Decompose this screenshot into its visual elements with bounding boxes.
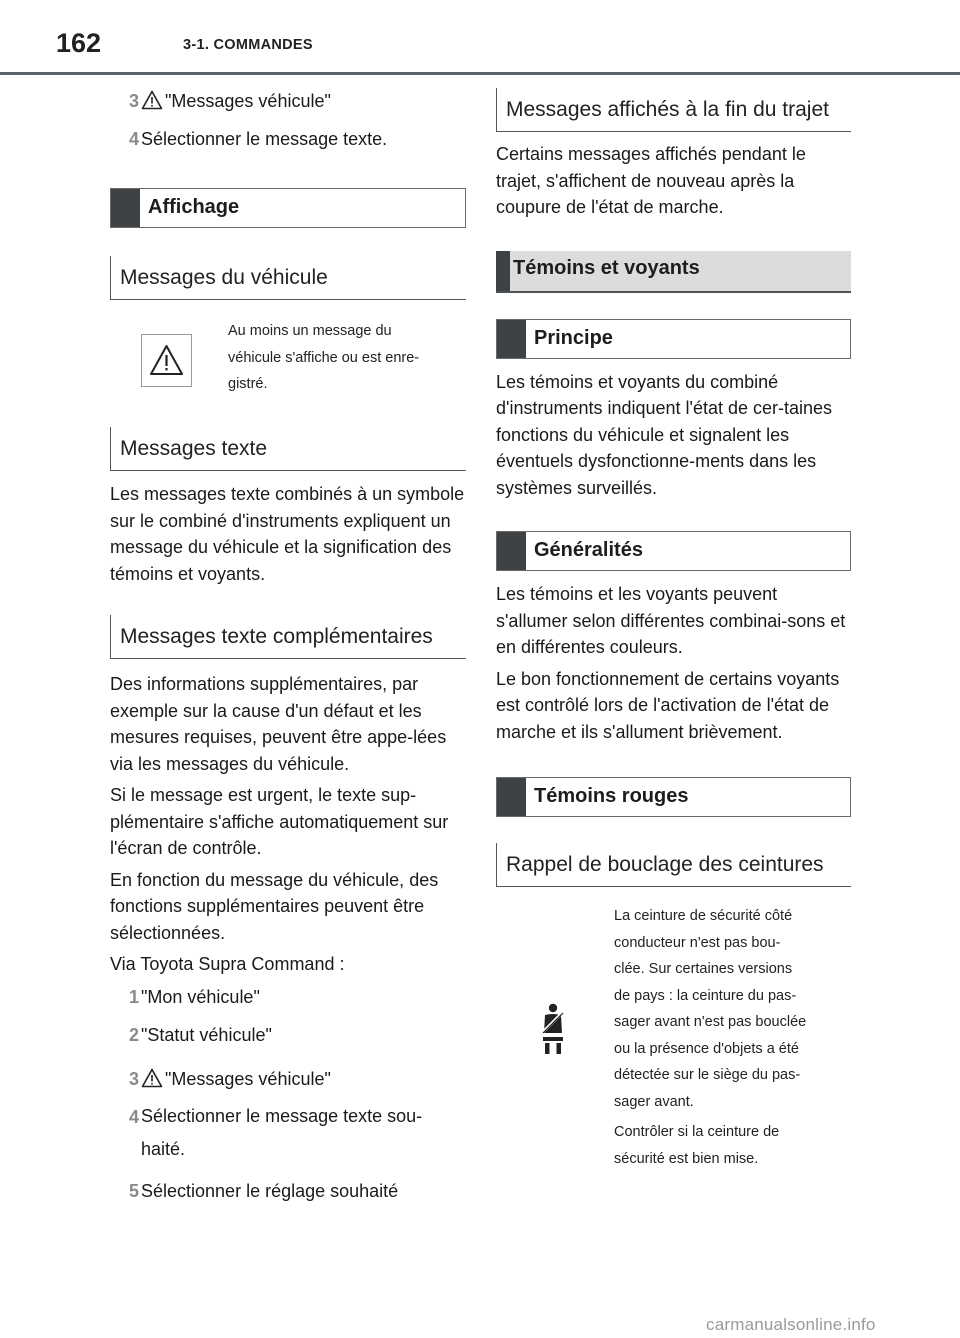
warning-triangle-icon <box>141 90 163 110</box>
step-text: Sélectionner le message texte. <box>141 129 388 149</box>
principe-heading <box>496 319 851 359</box>
step-item <box>110 1104 466 1166</box>
header-divider <box>0 72 960 75</box>
heading-label: Témoins rouges <box>534 785 689 807</box>
text-line: ou la présence d'objets a été <box>614 1040 799 1057</box>
page-header <box>0 0 960 76</box>
ceinture-block <box>496 887 851 1177</box>
paragraph: En fonction du message du véhicule, des fonctions supplémentaires peuvent être sélectionnées. <box>110 869 439 943</box>
messages-texte-heading <box>110 427 466 471</box>
principe-paragraph: Les témoins et voyants du combiné d'instruments indiquent l'état de cer-taines fonctions du véhicule et signalent les éventuels dysfonctionne-ments dans les systèmes surveillés. <box>496 371 833 498</box>
step-number: 4 <box>128 129 139 149</box>
text-line: sager avant. <box>614 1093 694 1110</box>
text-line: sager avant n'est pas bouclée <box>614 1014 807 1030</box>
temoins-voyants-heading <box>496 251 851 293</box>
paragraph: Des informations supplémentaires, par exemple sur la cause d'un défaut et les mesures requises, peuvent être appe-lées via les messages du véhicule. <box>110 674 447 774</box>
heading-label: Généralités <box>534 539 643 561</box>
step-number: 4 <box>128 1106 139 1127</box>
text-line: Contrôler si la ceinture de <box>614 1124 780 1140</box>
ceinture-description <box>614 903 854 1172</box>
step-number: 3 <box>128 91 139 111</box>
warning-description <box>228 318 468 398</box>
complementaires-heading <box>110 615 466 659</box>
text-line: gistré. <box>228 376 268 392</box>
step-text <box>141 88 466 114</box>
warning-message-block <box>110 300 466 410</box>
text-line: La ceinture de sécurité côté <box>614 908 793 924</box>
text-line: véhicule s'affiche ou est enre- <box>228 349 420 366</box>
heading-label: Messages du véhicule <box>120 266 328 289</box>
step-item <box>110 984 466 1010</box>
ceinture-heading <box>496 843 851 887</box>
step-number: 5 <box>128 1180 139 1201</box>
heading-label: Principe <box>534 326 613 349</box>
step-text: Sélectionner le message texte sou-haité. <box>141 1105 423 1159</box>
step-item <box>110 126 466 152</box>
left-column <box>110 88 466 1216</box>
text-line: Au moins un message du <box>228 323 392 339</box>
heading-bar <box>497 778 526 816</box>
text-line: clée. Sur certaines versions <box>614 961 793 977</box>
heading-bar <box>497 320 526 358</box>
right-column <box>496 88 851 1177</box>
seatbelt-warning-icon <box>540 1003 566 1055</box>
watermark: carmanualsonline.info <box>706 1315 876 1334</box>
step-number: 3 <box>128 1068 139 1089</box>
step-number: 2 <box>128 1024 139 1045</box>
paragraph: Si le message est urgent, le texte sup-plémentaire s'affiche automatiquement sur l'écran de contrôle. <box>110 785 449 858</box>
heading-label: Messages affichés à la fin du trajet <box>506 98 829 121</box>
warning-triangle-icon <box>142 335 191 386</box>
paragraph: Via Toyota Supra Command : <box>110 954 345 974</box>
heading-bar <box>496 251 510 291</box>
text-line: détectée sur le siège du pas- <box>614 1067 801 1083</box>
heading-bar <box>111 189 140 227</box>
affichage-heading <box>110 188 466 228</box>
heading-label: Rappel de bouclage des ceintures <box>506 853 824 876</box>
text-line: de pays : la ceinture du pas- <box>614 987 797 1004</box>
messages-vehicule-heading <box>110 256 466 300</box>
temoins-rouges-heading <box>496 777 851 817</box>
step-item <box>110 1066 466 1092</box>
generalites-heading <box>496 531 851 571</box>
step-label: "Messages véhicule" <box>165 1068 331 1089</box>
step-item <box>110 88 466 114</box>
step-item <box>110 1022 466 1048</box>
heading-label: Témoins et voyants <box>513 256 700 279</box>
fin-trajet-paragraph: Certains messages affichés pendant le trajet, s'affichent de nouveau après la coupure de l'état de marche. <box>496 144 806 217</box>
step-text: Sélectionner le réglage souhaité <box>141 1180 399 1201</box>
warning-triangle-icon <box>141 1068 163 1088</box>
text-line: conducteur n'est pas bou- <box>614 934 781 951</box>
chapter-title: 3-1. COMMANDES <box>183 37 313 53</box>
generalites-paragraph: Le bon fonctionnement de certains voyants est contrôlé lors de l'activation de l'état de marche et ils s'allument brièvement. <box>496 668 840 742</box>
step-item <box>110 1178 466 1204</box>
step-label: "Messages véhicule" <box>165 91 331 111</box>
generalites-paragraph: Les témoins et les voyants peuvent s'allumer selon différentes combinai-sons et en différentes couleurs. <box>496 584 846 657</box>
text-line: sécurité est bien mise. <box>614 1150 759 1167</box>
heading-label: Messages texte complémentaires <box>120 625 433 648</box>
heading-bar <box>497 532 526 570</box>
page-number: 162 <box>56 28 102 58</box>
messages-texte-paragraph: Les messages texte combinés à un symbole sur le combiné d'instruments expliquent un message du véhicule et la signification des témoins et voyants. <box>110 484 465 584</box>
heading-label: Messages texte <box>120 437 268 460</box>
step-text <box>141 1066 466 1092</box>
icon-frame <box>141 334 192 387</box>
step-text: "Statut véhicule" <box>141 1024 272 1045</box>
step-number: 1 <box>128 986 139 1007</box>
fin-trajet-heading <box>496 88 851 132</box>
heading-label: Affichage <box>148 196 240 218</box>
step-text: "Mon véhicule" <box>141 986 260 1007</box>
